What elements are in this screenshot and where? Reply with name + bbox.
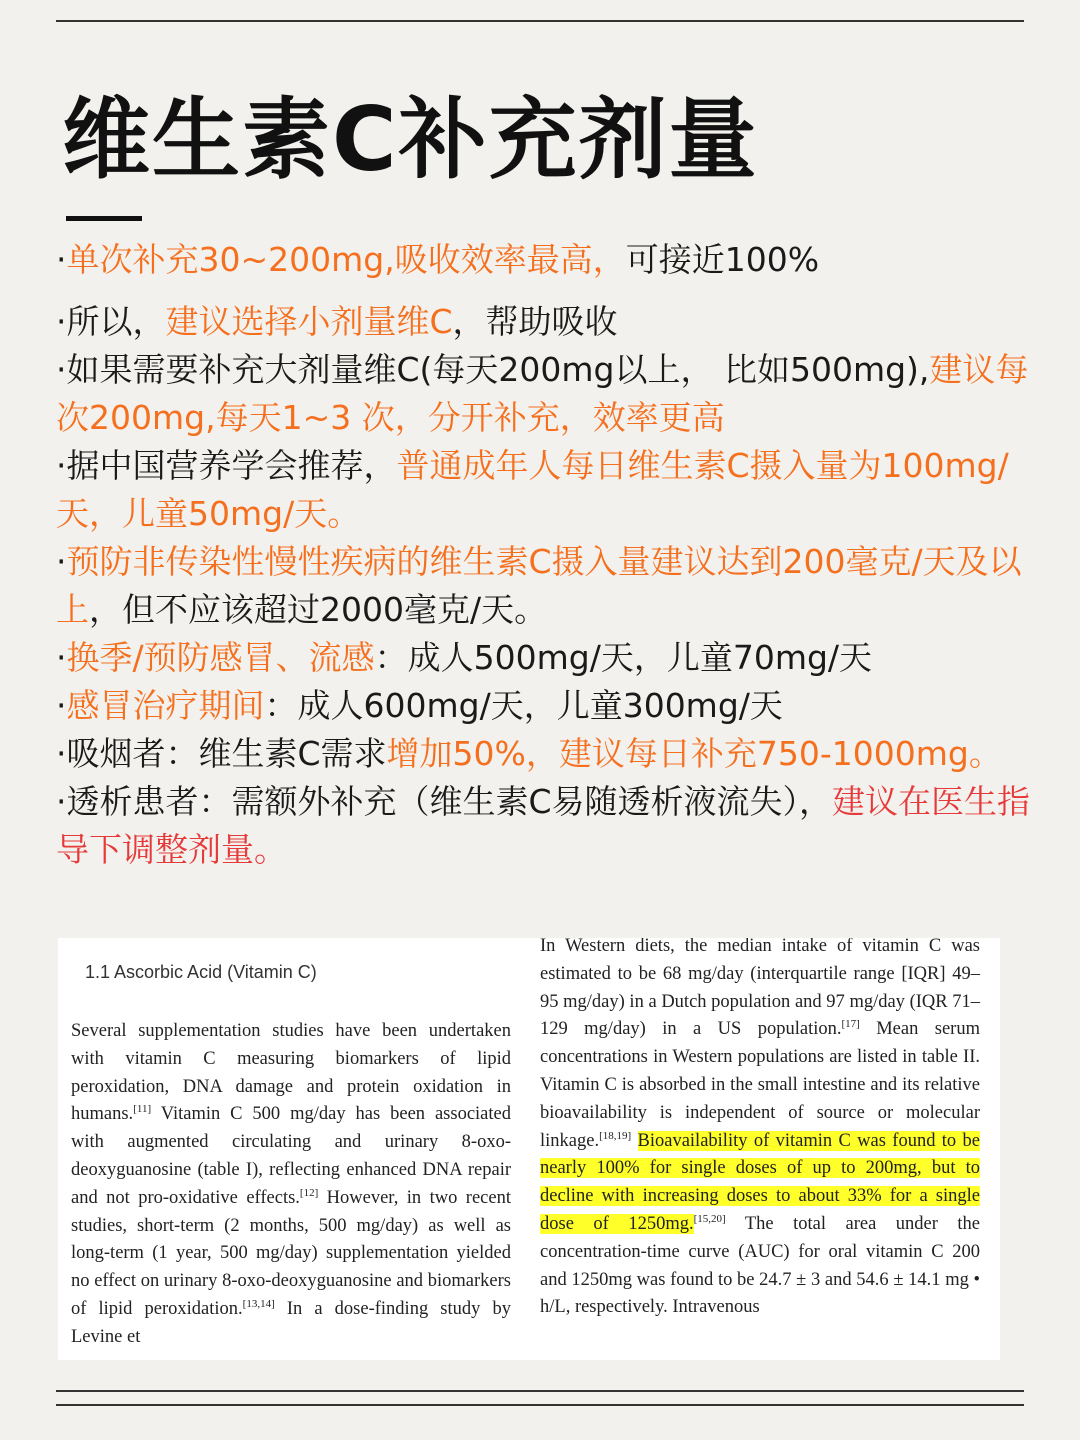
bullet-item xyxy=(56,682,1036,730)
paper-text: However, in two recent studies, short-term (2 months, 500 mg/day) as well as long-term (1 year, 500 mg/day) supplementation yielded no effect on urinary 8-oxo-deoxyguanosine and biomarkers of lipid peroxidation. xyxy=(71,1187,511,1319)
citation-ref: [15,20] xyxy=(693,1212,726,1225)
bullet-item xyxy=(56,778,1036,874)
paper-text xyxy=(631,1131,637,1151)
bullet-text: ，但不应该超过2000毫克/天。 xyxy=(89,590,548,629)
bullet-text: ，帮助吸收 xyxy=(452,302,618,341)
citation-ref: [18,19] xyxy=(599,1129,632,1142)
citation-ref: [12] xyxy=(299,1186,319,1199)
bullet-text: ·如果需要补充大剂量维C(每天200mg以上， 比如500mg), xyxy=(56,350,930,389)
paper-text: In Western diets, the median intake of vitamin C was estimated to be 68 mg/day (interquartile range [IQR] 49–95 mg/day) in a Dutch population and 97 mg/day (IQR 71–129 mg/day) in a US population. xyxy=(540,938,980,1040)
citation-ref: [13,14] xyxy=(242,1297,275,1310)
highlight-text: 换季/预防感冒、流感 xyxy=(66,638,375,677)
bullet-item xyxy=(56,634,1036,682)
paper-left-paragraph xyxy=(71,1018,511,1352)
bullet-text: ：成人600mg/天，儿童300mg/天 xyxy=(264,686,783,725)
bullet-item xyxy=(56,538,1036,634)
paper-section-heading: 1.1 Ascorbic Acid (Vitamin C) xyxy=(85,962,317,982)
paper-text: Mean serum concentrations in Western populations are listed in table II. Vitamin C is absorbed in the small intestine and its relative bioavailability is independent of source or molecular linkage. xyxy=(540,1019,980,1151)
bottom-rule xyxy=(56,1390,1024,1392)
bullet-text: ·吸烟者：维生素C需求 xyxy=(56,734,387,773)
highlight-text: 单次补充30~200mg,吸收效率最高， xyxy=(66,240,626,279)
bullet-text: 可接近100% xyxy=(625,240,820,279)
highlight-text: 普通成年人每日维生素C摄入量为100mg/天，儿童50mg/天。 xyxy=(56,446,1009,533)
paper-text: In a dose-finding study by Levine et xyxy=(71,1298,511,1347)
bullet-item xyxy=(56,236,1036,284)
highlight-text: 建议选择小剂量维C xyxy=(165,302,453,341)
citation-ref: [11] xyxy=(133,1103,152,1116)
bullet-text: ：成人500mg/天，儿童70mg/天 xyxy=(374,638,873,677)
bullet-text: ·透析患者：需额外补充（维生素C易随透析液流失）， xyxy=(56,782,833,821)
bullet-text: · xyxy=(56,686,67,725)
citation-ref: [17] xyxy=(841,1018,860,1031)
bullet-text: · xyxy=(56,542,67,581)
bullet-item xyxy=(56,298,1036,346)
dosage-bullet-list xyxy=(56,236,1036,874)
top-rule xyxy=(56,20,1024,22)
paper-right-paragraph xyxy=(540,938,980,1322)
title-underline xyxy=(66,216,142,221)
highlight-text: 增加50%，建议每日补充750-1000mg。 xyxy=(386,734,1002,773)
highlight-text: 建议每次200mg,每天1~3 次，分开补充，效率更高 xyxy=(56,350,1029,437)
bottom-rule-secondary xyxy=(56,1404,1024,1406)
bullet-item xyxy=(56,730,1036,778)
paper-excerpt xyxy=(58,938,1000,1360)
paper-text: Vitamin C 500 mg/day has been associated with augmented circulating and urinary 8-oxo-deoxyguanosine (table I), reflecting enhanced DNA repair and not pro-oxidative effects. xyxy=(71,1104,511,1208)
paper-text: The total area under the concentration-time curve (AUC) for oral vitamin C 200 and 1250mg was found to be 24.7 ± 3 and 54.6 ± 14.1 mg • h/L, respectively. Intravenous xyxy=(540,1213,980,1318)
highlight-text: 建议在医生指导下调整剂量。 xyxy=(56,782,1031,869)
bullet-item xyxy=(56,346,1036,442)
highlight-text: 预防非传染性慢性疾病的维生素C摄入量建议达到200毫克/天及以上 xyxy=(56,542,1022,629)
highlight-text: 感冒治疗期间 xyxy=(66,686,265,725)
bullet-text: · xyxy=(56,638,67,677)
bullet-text: · xyxy=(56,240,67,279)
paper-text: Several supplementation studies have been undertaken with vitamin C measuring biomarkers of lipid peroxidation, DNA damage and protein oxidation in humans. xyxy=(71,1021,511,1125)
bullet-text: ·据中国营养学会推荐， xyxy=(56,446,397,485)
page-title: 维生素C补充剂量 xyxy=(62,88,759,191)
highlighted-sentence: Bioavailability of vitamin C was found to be nearly 100% for single doses of up to 200mg, but to decline with increasing doses to about 33% for a single dose of 1250mg. xyxy=(540,1130,980,1234)
bullet-text: ·所以， xyxy=(56,302,166,341)
bullet-item xyxy=(56,442,1036,538)
